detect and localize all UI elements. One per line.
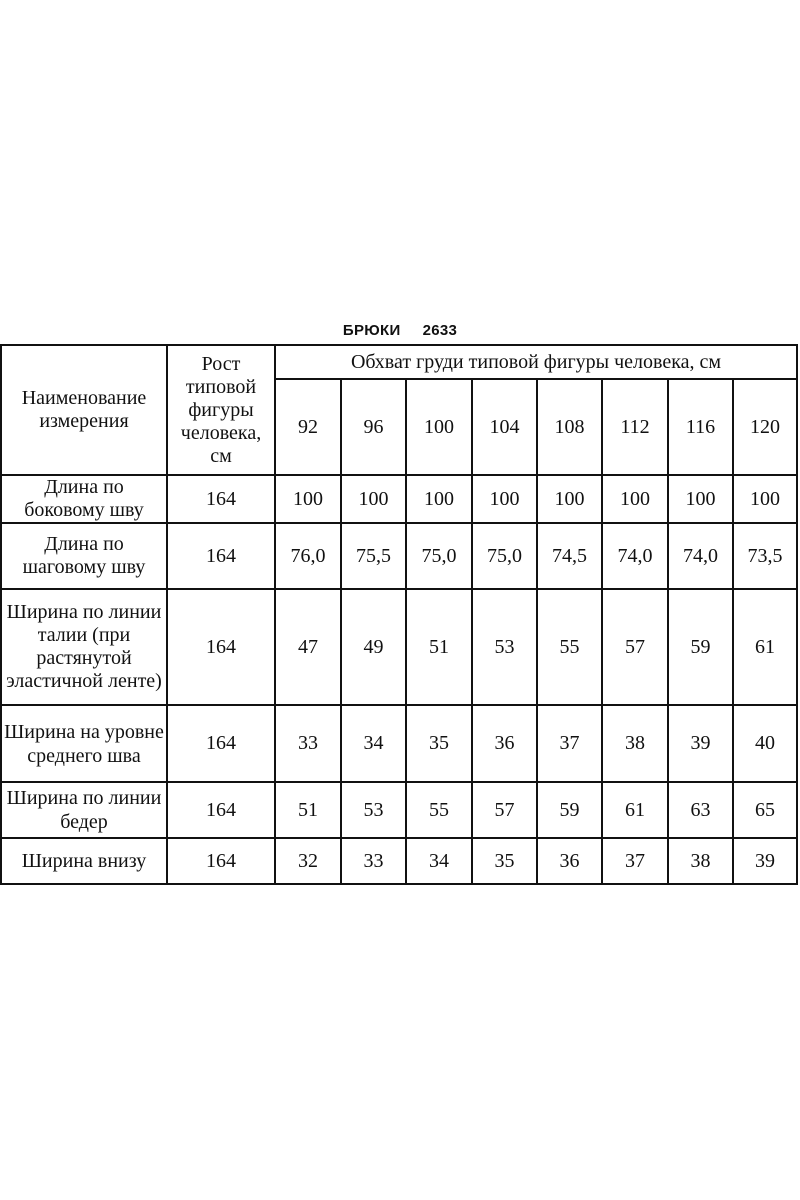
row-name-cell: Ширина внизу bbox=[1, 838, 167, 884]
value-cell: 100 bbox=[537, 475, 602, 523]
size-header-cell: 112 bbox=[602, 379, 668, 475]
value-cell: 35 bbox=[406, 705, 472, 782]
value-cell: 40 bbox=[733, 705, 797, 782]
table-row bbox=[1, 782, 797, 838]
value-cell: 33 bbox=[341, 838, 406, 884]
row-height-cell: 164 bbox=[167, 475, 275, 523]
value-cell: 57 bbox=[602, 589, 668, 705]
size-header-cell: 108 bbox=[537, 379, 602, 475]
value-cell: 61 bbox=[602, 782, 668, 838]
value-cell: 63 bbox=[668, 782, 733, 838]
row-name-cell: Ширина по линии талии (при растянутой эластичной ленте) bbox=[1, 589, 167, 705]
table-row bbox=[1, 589, 797, 705]
value-cell: 47 bbox=[275, 589, 341, 705]
value-cell: 49 bbox=[341, 589, 406, 705]
value-cell: 75,0 bbox=[406, 523, 472, 589]
value-cell: 59 bbox=[668, 589, 733, 705]
size-header-cell: 100 bbox=[406, 379, 472, 475]
size-header-cell: 104 bbox=[472, 379, 537, 475]
row-name-cell: Длина по боковому шву bbox=[1, 475, 167, 523]
value-cell: 53 bbox=[341, 782, 406, 838]
value-cell: 100 bbox=[406, 475, 472, 523]
value-cell: 55 bbox=[406, 782, 472, 838]
value-cell: 100 bbox=[275, 475, 341, 523]
table-row bbox=[1, 475, 797, 523]
page-title bbox=[0, 322, 800, 339]
value-cell: 34 bbox=[341, 705, 406, 782]
value-cell: 100 bbox=[602, 475, 668, 523]
value-cell: 73,5 bbox=[733, 523, 797, 589]
value-cell: 38 bbox=[602, 705, 668, 782]
value-cell: 100 bbox=[341, 475, 406, 523]
value-cell: 57 bbox=[472, 782, 537, 838]
size-header-cell: 92 bbox=[275, 379, 341, 475]
row-height-cell: 164 bbox=[167, 782, 275, 838]
value-cell: 33 bbox=[275, 705, 341, 782]
row-height-cell: 164 bbox=[167, 523, 275, 589]
row-name-cell: Ширина на уровне среднего шва bbox=[1, 705, 167, 782]
value-cell: 36 bbox=[537, 838, 602, 884]
value-cell: 59 bbox=[537, 782, 602, 838]
value-cell: 100 bbox=[472, 475, 537, 523]
value-cell: 76,0 bbox=[275, 523, 341, 589]
value-cell: 53 bbox=[472, 589, 537, 705]
size-header-cell: 116 bbox=[668, 379, 733, 475]
value-cell: 34 bbox=[406, 838, 472, 884]
title-word: БРЮКИ bbox=[342, 322, 401, 339]
value-cell: 74,5 bbox=[537, 523, 602, 589]
value-cell: 51 bbox=[275, 782, 341, 838]
row-name-cell: Длина по шаговому шву bbox=[1, 523, 167, 589]
value-cell: 39 bbox=[733, 838, 797, 884]
row-name-cell: Ширина по линии бедер bbox=[1, 782, 167, 838]
value-cell: 37 bbox=[537, 705, 602, 782]
table-row bbox=[1, 705, 797, 782]
value-cell: 51 bbox=[406, 589, 472, 705]
title-model: 2633 bbox=[422, 322, 458, 339]
row-height-cell: 164 bbox=[167, 705, 275, 782]
value-cell: 36 bbox=[472, 705, 537, 782]
value-cell: 32 bbox=[275, 838, 341, 884]
size-header-cell: 120 bbox=[733, 379, 797, 475]
value-cell: 74,0 bbox=[602, 523, 668, 589]
value-cell: 100 bbox=[733, 475, 797, 523]
table-row bbox=[1, 838, 797, 884]
value-cell: 75,0 bbox=[472, 523, 537, 589]
value-cell: 37 bbox=[602, 838, 668, 884]
row-height-cell: 164 bbox=[167, 838, 275, 884]
value-cell: 74,0 bbox=[668, 523, 733, 589]
size-header-cell: 96 bbox=[341, 379, 406, 475]
value-cell: 35 bbox=[472, 838, 537, 884]
header-row-top bbox=[1, 345, 797, 379]
value-cell: 100 bbox=[668, 475, 733, 523]
table-row bbox=[1, 523, 797, 589]
value-cell: 38 bbox=[668, 838, 733, 884]
header-height-cell: Рост типовой фигуры человека, см bbox=[167, 345, 275, 475]
value-cell: 39 bbox=[668, 705, 733, 782]
header-chest-group: Обхват груди типовой фигуры человека, см bbox=[275, 345, 797, 379]
header-name-cell: Наименование измерения bbox=[1, 345, 167, 475]
value-cell: 61 bbox=[733, 589, 797, 705]
value-cell: 55 bbox=[537, 589, 602, 705]
size-table bbox=[0, 344, 798, 885]
value-cell: 75,5 bbox=[341, 523, 406, 589]
row-height-cell: 164 bbox=[167, 589, 275, 705]
value-cell: 65 bbox=[733, 782, 797, 838]
